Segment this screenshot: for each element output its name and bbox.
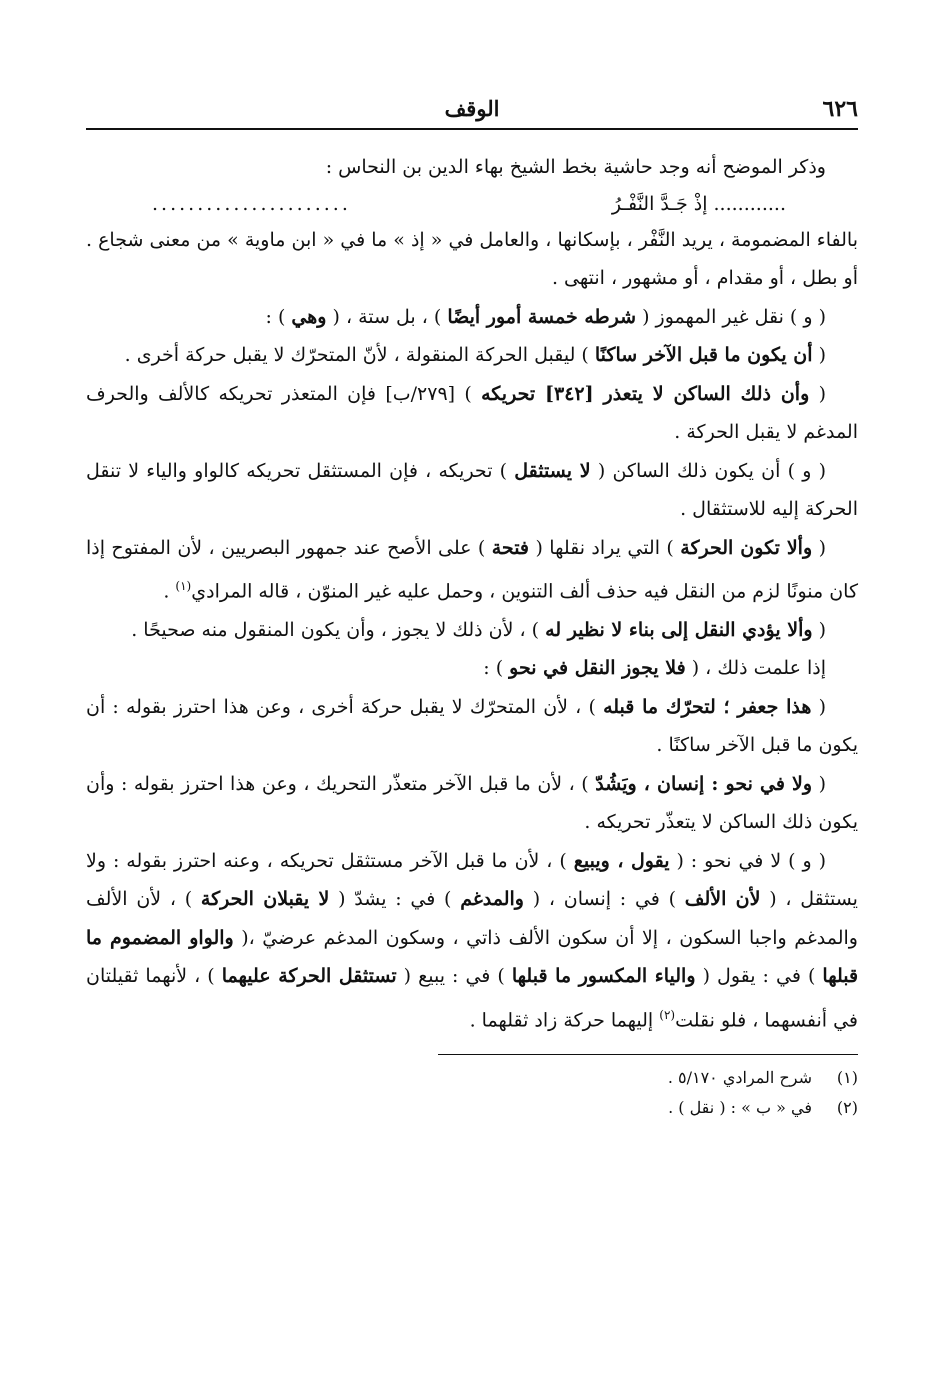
matn-text: والواو المضموم ما قبلها xyxy=(86,926,859,988)
commentary-text: ) ، بل ستة ، ( xyxy=(332,305,442,328)
footnote-2 xyxy=(86,1093,858,1123)
paragraph-5 xyxy=(86,375,858,452)
commentary-text: ) في : يبيع ( xyxy=(403,965,505,988)
verse-line xyxy=(86,187,858,221)
paragraph-text: وذكر الموضح أنه وجد حاشية بخط الشيخ بهاء الدين بن النحاس : xyxy=(325,156,826,178)
matn-text: فتحة xyxy=(491,536,530,559)
page-number: ٦٢٦ xyxy=(822,96,858,122)
commentary-text: ) [٢٧٩/ب] فإن المتعذر تحريكه كالألف والحرف المدغم لا يقبل الحركة . xyxy=(86,382,858,443)
commentary-text: ( xyxy=(818,344,826,366)
commentary-text: ) في : يقول ( xyxy=(702,965,816,988)
matn-text: هذا جعفر ؛ لتحرّك ما قبله xyxy=(603,695,812,718)
footnote-1 xyxy=(86,1063,858,1093)
commentary-text: ( xyxy=(818,536,826,559)
paragraph-12 xyxy=(86,842,858,1040)
commentary-text: ) : xyxy=(483,657,504,680)
matn-text: فلا يجوز النقل في نحو xyxy=(509,657,686,680)
commentary-text: ) ، لأن ما قبل الآخر مستثقل تحريكه ، وعنه احترز بقوله : ولا يستثقل ، ( xyxy=(86,849,858,911)
footnote-text: شرح المرادي ٥/١٧٠ . xyxy=(667,1067,812,1087)
commentary-text: ) ، لأن الألف والمدغم واجبا السكون ، إلا أن سكون الألف ذاتي ، وسكون المدغم عرضيّ ،( xyxy=(86,888,858,949)
commentary-text: ( و ) نقل غير المهموز ( xyxy=(642,305,826,328)
commentary-text: ) ، لأن ما قبل الآخر متعذّر التحريك ، وعن هذا احترز بقوله : وأن يكون ذلك الساكن لا يتعذّر تحريكه . xyxy=(86,772,858,834)
commentary-text: إذا علمت ذلك ، ( xyxy=(691,657,826,680)
paragraph-8 xyxy=(86,611,858,650)
commentary-text: ) على الأصح عند جمهور البصريين ، لأن المفتوح إذا كان منونًا لزم من النقل فيه حذف ألف التنوين ، وحمل عليه غير المنوّن ، قاله المرادي xyxy=(86,536,858,603)
verse-left-hemistich: ...................... xyxy=(152,192,351,215)
matn-text: شرطه خمسة أمور أيضًا xyxy=(447,305,637,328)
page-body xyxy=(86,148,858,1040)
footnote-number: (٢) xyxy=(836,1097,858,1117)
matn-text: تستثقل الحركة عليهما xyxy=(221,965,397,988)
footnote-separator xyxy=(438,1054,858,1055)
page-header xyxy=(86,92,858,130)
matn-text: وأن ذلك الساكن لا يتعذر [٣٤٢] تحريكه xyxy=(481,382,810,405)
commentary-text: ) ، لأنهما ثقيلتان في أنفسهما ، فلو نقلت xyxy=(86,965,858,1032)
commentary-text: ( xyxy=(818,382,826,405)
commentary-text: ( xyxy=(818,695,826,718)
matn-text: لا يقبلان الحركة xyxy=(200,888,330,911)
matn-text: ولا في نحو : إنسان ، ويَشُدّ xyxy=(595,772,813,795)
paragraph-9 xyxy=(86,649,858,688)
commentary-text: ) : xyxy=(265,305,286,328)
footnote-marker: (١) xyxy=(175,579,192,593)
commentary-text: ) في : يشدّ ( xyxy=(338,888,452,911)
paragraph-7 xyxy=(86,529,858,611)
commentary-text: ( xyxy=(818,772,827,795)
commentary-text: ( و ) أن يكون ذلك الساكن ( xyxy=(597,459,826,482)
commentary-text: . xyxy=(163,580,170,603)
matn-text: أن يكون ما قبل الآخر ساكنًا xyxy=(594,344,813,366)
matn-text: والمدغم xyxy=(460,888,524,911)
paragraph-6 xyxy=(86,452,858,529)
verse-right-hemistich: ............ إذْ جَـدَّ النَّفْـرُ xyxy=(611,192,786,215)
running-title: الوقف xyxy=(444,96,500,121)
commentary-text: ) ليقبل الحركة المنقولة ، لأنّ المتحرّك لا يقبل حركة أخرى . xyxy=(124,344,589,366)
commentary-text: ) تحريكه ، فإن المستثقل تحريكه كالواو والياء لا تنقل الحركة إليه للاستثقال . xyxy=(86,459,858,520)
commentary-text: ( xyxy=(818,618,826,641)
paragraph-3 xyxy=(86,298,858,337)
commentary-text: ) ، لأن المتحرّك لا يقبل حركة أخرى ، وعن هذا احترز بقوله : أن يكون ما قبل الآخر ساكنًا . xyxy=(86,695,858,757)
commentary-text: ( و ) لا في نحو : ( xyxy=(676,849,826,872)
matn-text: وألا تكون الحركة xyxy=(680,536,813,559)
paragraph-2 xyxy=(86,221,858,298)
paragraph-4 xyxy=(86,336,858,375)
book-page xyxy=(86,92,858,1123)
commentary-text: ) في : إنسان ، ( xyxy=(532,888,677,911)
commentary-text: ) التي يراد نقلها ( xyxy=(535,536,674,559)
paragraph-1 xyxy=(86,148,858,187)
matn-text: وهي xyxy=(291,305,327,328)
footnote-text: في « ب » : ( نقل ) . xyxy=(668,1097,812,1117)
commentary-text: ) ، لأن ذلك لا يجوز ، وأن يكون المنقول منه صحيحًا . xyxy=(131,618,540,641)
commentary-text: إليهما حركة زاد ثقلهما . xyxy=(469,1009,654,1032)
footnotes xyxy=(86,1063,858,1123)
paragraph-10 xyxy=(86,688,858,765)
matn-text: لأن الألف xyxy=(684,888,761,911)
matn-text: والياء المكسور ما قبلها xyxy=(511,965,696,988)
matn-text: لا يستثقل xyxy=(514,459,591,482)
paragraph-text: بالفاء المضمومة ، يريد النَّفْر ، بإسكانها ، والعامل في « إذ » ما في « ابن ماوية » من معنى شجاع . أو بطل ، أو مقدام ، أو مشهور ، انتهى . xyxy=(86,228,858,289)
footnote-number: (١) xyxy=(836,1067,858,1087)
matn-text: وألا يؤدي النقل إلى بناء لا نظير له xyxy=(545,618,813,641)
footnote-marker: (٢) xyxy=(659,1007,676,1022)
matn-text: يقول ، ويبيع xyxy=(573,849,670,872)
paragraph-11 xyxy=(86,765,858,842)
